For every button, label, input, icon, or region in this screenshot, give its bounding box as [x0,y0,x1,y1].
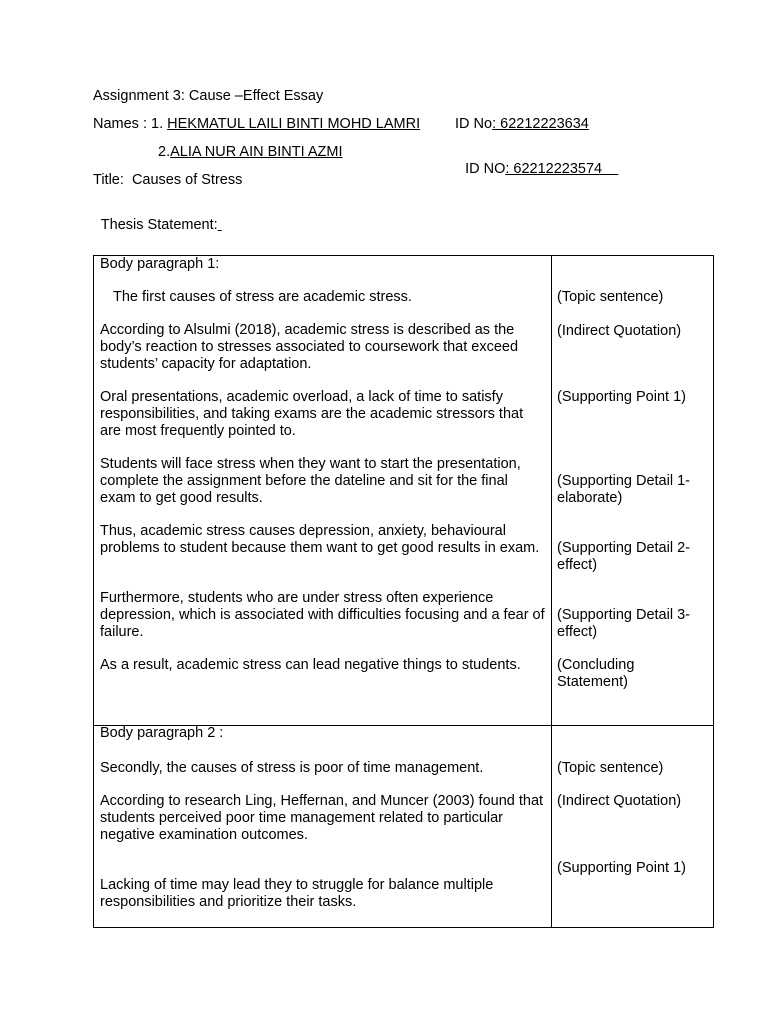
names-line-2 [158,144,343,161]
body2-row-label: (Indirect Quotation) [557,793,682,809]
body1-row-text: Students will face stress when they want to start the presentation, complete the assignment before the dateline and sit for the final exam to get good results. [100,456,521,506]
id-label-2: ID NO [465,161,506,177]
student-id-1 [455,116,589,133]
body1-row-label: (Supporting Detail 1- elaborate) [557,473,690,506]
body2-row-text: Secondly, the causes of stress is poor of time management. [100,760,484,776]
student-name-1: HEKMATUL LAILI BINTI MOHD LAMRI [167,116,421,132]
essay-title: Title: Causes of Stress [93,172,243,188]
body1-heading: Body paragraph 1: [100,256,220,272]
student-name-2: ALIA NUR AIN BINTI AZMI [170,144,343,160]
names-prefix: Names : 1. [93,116,168,132]
body2-row-text: Lacking of time may lead they to struggle for balance multiple responsibilities and prioritize their tasks. [100,877,494,910]
body1-row-text: Furthermore, students who are under stress often experience depression, which is associated with difficulties focusing and a fear of failure. [100,590,545,640]
body1-row-label: (Indirect Quotation) [557,323,682,339]
body1-row-text: Oral presentations, academic overload, a lack of time to satisfy responsibilities, and taking exams are the academic stressors that are most frequently pointed to. [100,389,524,439]
body2-row-label: (Topic sentence) [557,760,664,776]
body1-row-text: According to Alsulmi (2018), academic stress is described as the body’s reaction to stresses associated to coursework that exceed students’ capacity for adaptation. [100,322,519,372]
column-divider [551,256,552,725]
assignment-title: Assignment 3: Cause –Effect Essay [93,88,324,104]
body1-row-text: Thus, academic stress causes depression, anxiety, behavioural problems to student because them want to get good results in exam. [100,523,540,556]
student-id-2 [457,144,618,178]
id-value-2: : 62212223574 [505,161,619,177]
id-label-1: ID No [455,116,493,132]
thesis-label: Thesis Statement: [100,217,218,233]
names-line-1 [93,116,420,133]
body2-heading: Body paragraph 2 : [100,725,224,741]
body1-row-text: The first causes of stress are academic stress. [113,289,412,305]
body1-row-label: (Supporting Detail 2- effect) [557,540,690,573]
id-value-1: : 62212223634 [492,116,589,132]
body1-row-text: As a result, academic stress can lead negative things to students. [100,657,521,673]
name2-prefix: 2. [158,144,171,160]
thesis-blank [218,217,222,233]
body2-row-text: According to research Ling, Heffernan, and Muncer (2003) found that students perceived poor time management related to particular negative examination outcomes. [100,793,544,843]
body1-row-label: (Topic sentence) [557,289,664,305]
column-divider [551,726,552,927]
thesis-statement [93,200,222,234]
body1-row-label: (Supporting Detail 3- effect) [557,607,690,640]
body2-row-label: (Supporting Point 1) [557,860,686,876]
body1-row-label: (Supporting Point 1) [557,389,686,405]
body1-row-label: (Concluding Statement) [557,657,635,690]
